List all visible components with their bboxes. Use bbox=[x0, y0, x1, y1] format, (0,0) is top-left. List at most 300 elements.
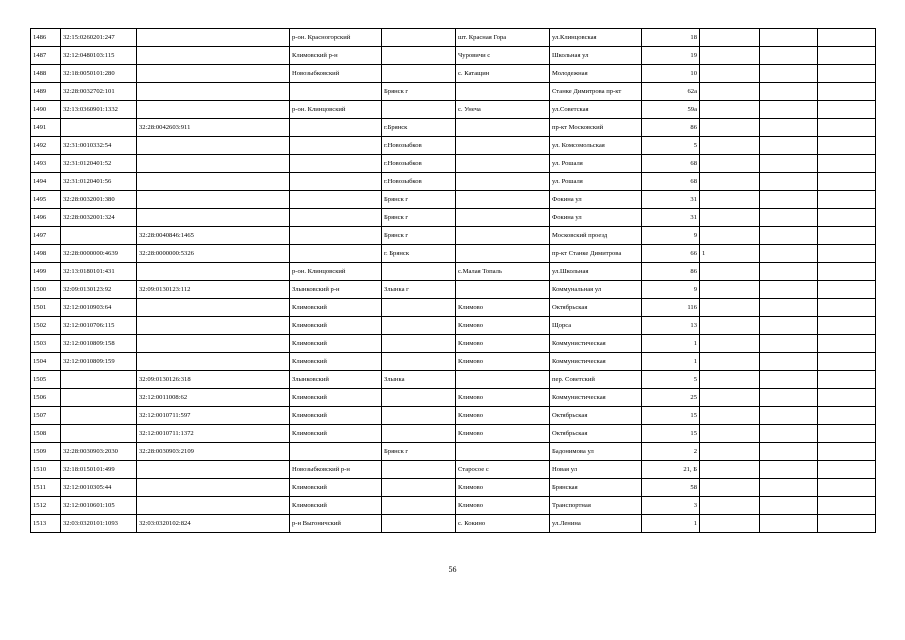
cell-district bbox=[290, 227, 382, 245]
cell-district: Климовский bbox=[290, 407, 382, 425]
cell-extra-1 bbox=[700, 83, 760, 101]
cell-city bbox=[382, 299, 456, 317]
cell-extra-1 bbox=[700, 425, 760, 443]
cell-house-number: 3 bbox=[642, 497, 700, 515]
cell-extra-1 bbox=[700, 515, 760, 533]
cell-cadastral-number-2: 32:28:0000000:5326 bbox=[137, 245, 290, 263]
cell-row-number: 1492 bbox=[31, 137, 61, 155]
cell-cadastral-number: 32:12:0010706:115 bbox=[61, 317, 137, 335]
cell-cadastral-number-2 bbox=[137, 29, 290, 47]
cell-district bbox=[290, 137, 382, 155]
cell-street: ул.Советская bbox=[550, 101, 642, 119]
cell-house-number: 2 bbox=[642, 443, 700, 461]
cell-district: Климовский bbox=[290, 389, 382, 407]
cell-settlement: Климово bbox=[456, 497, 550, 515]
cell-city: г.Брянск bbox=[382, 119, 456, 137]
cell-extra-2 bbox=[760, 101, 818, 119]
cell-extra-3 bbox=[818, 299, 876, 317]
table-row bbox=[31, 371, 876, 389]
table-row bbox=[31, 479, 876, 497]
cell-city bbox=[382, 335, 456, 353]
cell-cadastral-number: 32:12:0010305:44 bbox=[61, 479, 137, 497]
cell-extra-2 bbox=[760, 227, 818, 245]
cell-cadastral-number: 32:13:0360901:1332 bbox=[61, 101, 137, 119]
cell-cadastral-number-2 bbox=[137, 353, 290, 371]
cell-street: Фокина ул bbox=[550, 191, 642, 209]
cell-district: р-он. Клинцовский bbox=[290, 101, 382, 119]
cell-row-number: 1490 bbox=[31, 101, 61, 119]
cell-extra-1 bbox=[700, 191, 760, 209]
cell-extra-2 bbox=[760, 137, 818, 155]
cell-settlement bbox=[456, 281, 550, 299]
cell-settlement bbox=[456, 119, 550, 137]
cell-row-number: 1508 bbox=[31, 425, 61, 443]
cell-extra-1 bbox=[700, 443, 760, 461]
cell-house-number: 59а bbox=[642, 101, 700, 119]
cell-extra-3 bbox=[818, 209, 876, 227]
cell-settlement bbox=[456, 227, 550, 245]
cell-city: г. Брянск bbox=[382, 245, 456, 263]
cell-cadastral-number-2 bbox=[137, 263, 290, 281]
cell-district: р-н Выгоничский bbox=[290, 515, 382, 533]
cell-extra-1 bbox=[700, 29, 760, 47]
cell-extra-3 bbox=[818, 83, 876, 101]
cell-extra-3 bbox=[818, 407, 876, 425]
table-row bbox=[31, 137, 876, 155]
cell-extra-2 bbox=[760, 29, 818, 47]
cell-extra-2 bbox=[760, 119, 818, 137]
cell-settlement: Климово bbox=[456, 353, 550, 371]
cell-settlement bbox=[456, 245, 550, 263]
cell-district: р-он. Клинцовский bbox=[290, 263, 382, 281]
cell-extra-2 bbox=[760, 497, 818, 515]
cell-extra-1 bbox=[700, 281, 760, 299]
cell-city: Брянск г bbox=[382, 227, 456, 245]
cell-settlement bbox=[456, 371, 550, 389]
cell-settlement: Климово bbox=[456, 479, 550, 497]
cell-extra-1 bbox=[700, 461, 760, 479]
cell-cadastral-number-2: 32:28:0042603:911 bbox=[137, 119, 290, 137]
cell-cadastral-number bbox=[61, 227, 137, 245]
cell-settlement: с. Катащин bbox=[456, 65, 550, 83]
cell-extra-1 bbox=[700, 227, 760, 245]
table-row bbox=[31, 299, 876, 317]
cell-cadastral-number: 32:18:0050101:280 bbox=[61, 65, 137, 83]
cell-district: Климовский р-н bbox=[290, 47, 382, 65]
cell-extra-1 bbox=[700, 137, 760, 155]
cell-cadastral-number-2: 32:09:0130126:318 bbox=[137, 371, 290, 389]
cell-cadastral-number bbox=[61, 371, 137, 389]
table-row bbox=[31, 263, 876, 281]
cell-district bbox=[290, 245, 382, 263]
cell-extra-2 bbox=[760, 263, 818, 281]
cell-house-number: 1 bbox=[642, 335, 700, 353]
cell-house-number: 58 bbox=[642, 479, 700, 497]
table-row bbox=[31, 119, 876, 137]
cell-house-number: 15 bbox=[642, 425, 700, 443]
cell-extra-2 bbox=[760, 371, 818, 389]
cell-district: Климовский bbox=[290, 299, 382, 317]
cell-settlement bbox=[456, 209, 550, 227]
cell-street: Брянская bbox=[550, 479, 642, 497]
cell-extra-2 bbox=[760, 65, 818, 83]
cell-settlement: шт. Красная Гора bbox=[456, 29, 550, 47]
cell-cadastral-number-2 bbox=[137, 137, 290, 155]
cell-city bbox=[382, 425, 456, 443]
table-row bbox=[31, 227, 876, 245]
cell-cadastral-number-2 bbox=[137, 47, 290, 65]
cell-settlement: с. Кокино bbox=[456, 515, 550, 533]
cell-extra-2 bbox=[760, 479, 818, 497]
cell-row-number: 1491 bbox=[31, 119, 61, 137]
cell-house-number: 62а bbox=[642, 83, 700, 101]
cell-extra-1 bbox=[700, 101, 760, 119]
table-row bbox=[31, 461, 876, 479]
cell-street: ул. Рошаля bbox=[550, 155, 642, 173]
cell-cadastral-number bbox=[61, 425, 137, 443]
cell-city: г.Новозыбков bbox=[382, 155, 456, 173]
table-row bbox=[31, 47, 876, 65]
cell-street: Коммунальная ул bbox=[550, 281, 642, 299]
cell-cadastral-number: 32:31:0120401:52 bbox=[61, 155, 137, 173]
cell-cadastral-number: 32:12:0010903:64 bbox=[61, 299, 137, 317]
cell-extra-2 bbox=[760, 281, 818, 299]
registry-table bbox=[30, 28, 876, 533]
cell-row-number: 1500 bbox=[31, 281, 61, 299]
cell-extra-3 bbox=[818, 191, 876, 209]
cell-cadastral-number: 32:28:0000000:4639 bbox=[61, 245, 137, 263]
cell-house-number: 21, Б bbox=[642, 461, 700, 479]
cell-district bbox=[290, 119, 382, 137]
cell-row-number: 1512 bbox=[31, 497, 61, 515]
cell-district: Климовский bbox=[290, 353, 382, 371]
cell-row-number: 1498 bbox=[31, 245, 61, 263]
cell-cadastral-number: 32:15:0260201:247 bbox=[61, 29, 137, 47]
table-row bbox=[31, 155, 876, 173]
cell-house-number: 31 bbox=[642, 209, 700, 227]
cell-cadastral-number-2 bbox=[137, 155, 290, 173]
cell-house-number: 25 bbox=[642, 389, 700, 407]
cell-district: Климовский bbox=[290, 317, 382, 335]
cell-street: Щорса bbox=[550, 317, 642, 335]
cell-extra-1 bbox=[700, 317, 760, 335]
cell-extra-3 bbox=[818, 227, 876, 245]
cell-row-number: 1501 bbox=[31, 299, 61, 317]
cell-house-number: 10 bbox=[642, 65, 700, 83]
cell-city bbox=[382, 101, 456, 119]
cell-city bbox=[382, 515, 456, 533]
cell-city bbox=[382, 389, 456, 407]
cell-extra-1 bbox=[700, 155, 760, 173]
cell-settlement: Климово bbox=[456, 425, 550, 443]
table-row bbox=[31, 515, 876, 533]
cell-city: Брянск г bbox=[382, 443, 456, 461]
cell-settlement: с. Унеча bbox=[456, 101, 550, 119]
cell-extra-1 bbox=[700, 119, 760, 137]
cell-extra-1 bbox=[700, 353, 760, 371]
cell-cadastral-number-2 bbox=[137, 173, 290, 191]
cell-extra-1: 1 bbox=[700, 245, 760, 263]
cell-row-number: 1505 bbox=[31, 371, 61, 389]
cell-city bbox=[382, 29, 456, 47]
cell-extra-3 bbox=[818, 497, 876, 515]
cell-extra-1 bbox=[700, 263, 760, 281]
cell-extra-3 bbox=[818, 371, 876, 389]
cell-settlement: с.Малая Топаль bbox=[456, 263, 550, 281]
cell-extra-3 bbox=[818, 245, 876, 263]
cell-city bbox=[382, 317, 456, 335]
cell-cadastral-number: 32:28:0030903:2030 bbox=[61, 443, 137, 461]
table-row bbox=[31, 173, 876, 191]
cell-city bbox=[382, 497, 456, 515]
cell-cadastral-number-2: 32:03:0320102:824 bbox=[137, 515, 290, 533]
cell-extra-1 bbox=[700, 299, 760, 317]
cell-district bbox=[290, 155, 382, 173]
cell-house-number: 68 bbox=[642, 173, 700, 191]
cell-city bbox=[382, 479, 456, 497]
cell-cadastral-number-2 bbox=[137, 83, 290, 101]
cell-district: Новозыбковский р-н bbox=[290, 461, 382, 479]
cell-row-number: 1493 bbox=[31, 155, 61, 173]
cell-street: пр-кт Московский bbox=[550, 119, 642, 137]
cell-city bbox=[382, 461, 456, 479]
cell-extra-2 bbox=[760, 425, 818, 443]
cell-extra-2 bbox=[760, 317, 818, 335]
table-row bbox=[31, 83, 876, 101]
cell-extra-1 bbox=[700, 371, 760, 389]
cell-extra-3 bbox=[818, 119, 876, 137]
cell-extra-3 bbox=[818, 515, 876, 533]
cell-cadastral-number-2 bbox=[137, 317, 290, 335]
cell-city bbox=[382, 65, 456, 83]
cell-cadastral-number bbox=[61, 389, 137, 407]
cell-house-number: 5 bbox=[642, 371, 700, 389]
cell-street: Молодежная bbox=[550, 65, 642, 83]
cell-district: Новозыбковский bbox=[290, 65, 382, 83]
cell-row-number: 1489 bbox=[31, 83, 61, 101]
cell-extra-2 bbox=[760, 353, 818, 371]
cell-extra-1 bbox=[700, 209, 760, 227]
cell-settlement: Чуровичи с bbox=[456, 47, 550, 65]
cell-street: Транспортная bbox=[550, 497, 642, 515]
cell-house-number: 9 bbox=[642, 281, 700, 299]
cell-cadastral-number-2 bbox=[137, 497, 290, 515]
cell-street: Станке Димитрова пр-кт bbox=[550, 83, 642, 101]
cell-cadastral-number-2 bbox=[137, 479, 290, 497]
cell-extra-3 bbox=[818, 389, 876, 407]
cell-row-number: 1503 bbox=[31, 335, 61, 353]
cell-extra-1 bbox=[700, 335, 760, 353]
cell-house-number: 15 bbox=[642, 407, 700, 425]
cell-row-number: 1499 bbox=[31, 263, 61, 281]
cell-extra-3 bbox=[818, 317, 876, 335]
table-row bbox=[31, 389, 876, 407]
cell-cadastral-number-2: 32:28:0040846:1465 bbox=[137, 227, 290, 245]
cell-street: Коммунистическая bbox=[550, 353, 642, 371]
cell-extra-3 bbox=[818, 443, 876, 461]
table-row bbox=[31, 245, 876, 263]
cell-row-number: 1504 bbox=[31, 353, 61, 371]
cell-settlement bbox=[456, 83, 550, 101]
cell-extra-3 bbox=[818, 353, 876, 371]
cell-cadastral-number bbox=[61, 407, 137, 425]
cell-settlement: Климово bbox=[456, 317, 550, 335]
cell-cadastral-number-2 bbox=[137, 191, 290, 209]
table-row bbox=[31, 209, 876, 227]
cell-cadastral-number-2 bbox=[137, 65, 290, 83]
cell-settlement: Климово bbox=[456, 299, 550, 317]
cell-cadastral-number-2 bbox=[137, 461, 290, 479]
page-number: 56 bbox=[448, 565, 457, 574]
cell-house-number: 18 bbox=[642, 29, 700, 47]
table-row bbox=[31, 353, 876, 371]
cell-settlement: Климово bbox=[456, 407, 550, 425]
cell-extra-1 bbox=[700, 65, 760, 83]
cell-street: ул.Клинцовская bbox=[550, 29, 642, 47]
cell-city: Злынка bbox=[382, 371, 456, 389]
cell-street: ул. Рошаля bbox=[550, 173, 642, 191]
table-row bbox=[31, 65, 876, 83]
cell-settlement: Старосое с bbox=[456, 461, 550, 479]
cell-settlement bbox=[456, 173, 550, 191]
cell-extra-2 bbox=[760, 407, 818, 425]
cell-district bbox=[290, 173, 382, 191]
table-row bbox=[31, 101, 876, 119]
cell-extra-2 bbox=[760, 389, 818, 407]
cell-city: Брянск г bbox=[382, 209, 456, 227]
cell-district: р-он. Красногорский bbox=[290, 29, 382, 47]
cell-extra-3 bbox=[818, 263, 876, 281]
table-body bbox=[31, 29, 876, 533]
cell-extra-2 bbox=[760, 443, 818, 461]
cell-district: Климовский bbox=[290, 479, 382, 497]
cell-extra-2 bbox=[760, 47, 818, 65]
cell-row-number: 1497 bbox=[31, 227, 61, 245]
cell-street: Октябрьская bbox=[550, 425, 642, 443]
cell-row-number: 1502 bbox=[31, 317, 61, 335]
table-row bbox=[31, 335, 876, 353]
cell-extra-2 bbox=[760, 173, 818, 191]
cell-house-number: 1 bbox=[642, 353, 700, 371]
cell-city bbox=[382, 407, 456, 425]
table-row bbox=[31, 443, 876, 461]
cell-extra-1 bbox=[700, 407, 760, 425]
cell-cadastral-number bbox=[61, 119, 137, 137]
cell-row-number: 1495 bbox=[31, 191, 61, 209]
cell-street: ул.Школьная bbox=[550, 263, 642, 281]
cell-cadastral-number-2: 32:12:0011008:62 bbox=[137, 389, 290, 407]
cell-cadastral-number: 32:12:0010601:105 bbox=[61, 497, 137, 515]
cell-house-number: 19 bbox=[642, 47, 700, 65]
cell-cadastral-number-2: 32:12:0010711:1372 bbox=[137, 425, 290, 443]
cell-row-number: 1486 bbox=[31, 29, 61, 47]
cell-cadastral-number-2: 32:28:0030903:2109 bbox=[137, 443, 290, 461]
cell-district: Злынковский bbox=[290, 371, 382, 389]
cell-cadastral-number-2 bbox=[137, 101, 290, 119]
cell-house-number: 13 bbox=[642, 317, 700, 335]
cell-cadastral-number: 32:12:0010809:158 bbox=[61, 335, 137, 353]
cell-city bbox=[382, 353, 456, 371]
cell-extra-3 bbox=[818, 335, 876, 353]
cell-extra-1 bbox=[700, 173, 760, 191]
cell-row-number: 1496 bbox=[31, 209, 61, 227]
cell-extra-3 bbox=[818, 479, 876, 497]
cell-house-number: 1 bbox=[642, 515, 700, 533]
table-row bbox=[31, 281, 876, 299]
cell-cadastral-number: 32:13:0180101:431 bbox=[61, 263, 137, 281]
cell-cadastral-number: 32:18:0150101:499 bbox=[61, 461, 137, 479]
cell-extra-1 bbox=[700, 47, 760, 65]
cell-settlement: Климово bbox=[456, 335, 550, 353]
cell-settlement bbox=[456, 137, 550, 155]
cell-extra-2 bbox=[760, 335, 818, 353]
cell-cadastral-number-2: 32:09:0130123:112 bbox=[137, 281, 290, 299]
table-row bbox=[31, 317, 876, 335]
cell-extra-2 bbox=[760, 155, 818, 173]
cell-street: Бадонимова ул bbox=[550, 443, 642, 461]
cell-extra-1 bbox=[700, 497, 760, 515]
cell-cadastral-number-2 bbox=[137, 299, 290, 317]
cell-row-number: 1507 bbox=[31, 407, 61, 425]
cell-cadastral-number-2: 32:12:0010711:597 bbox=[137, 407, 290, 425]
cell-row-number: 1511 bbox=[31, 479, 61, 497]
cell-house-number: 116 bbox=[642, 299, 700, 317]
table-row bbox=[31, 29, 876, 47]
cell-extra-3 bbox=[818, 425, 876, 443]
cell-district: Климовский bbox=[290, 425, 382, 443]
cell-settlement: Климово bbox=[456, 389, 550, 407]
cell-cadastral-number: 32:12:0010809:159 bbox=[61, 353, 137, 371]
cell-house-number: 68 bbox=[642, 155, 700, 173]
cell-street: Коммунистическая bbox=[550, 335, 642, 353]
cell-district bbox=[290, 443, 382, 461]
cell-district: Злынковский р-н bbox=[290, 281, 382, 299]
cell-extra-3 bbox=[818, 281, 876, 299]
cell-city: Брянск г bbox=[382, 83, 456, 101]
cell-house-number: 86 bbox=[642, 263, 700, 281]
cell-house-number: 31 bbox=[642, 191, 700, 209]
cell-house-number: 5 bbox=[642, 137, 700, 155]
cell-extra-3 bbox=[818, 47, 876, 65]
cell-extra-2 bbox=[760, 191, 818, 209]
cell-street: пр-кт Станке Димитрова bbox=[550, 245, 642, 263]
cell-extra-3 bbox=[818, 101, 876, 119]
cell-cadastral-number-2 bbox=[137, 209, 290, 227]
cell-house-number: 66 bbox=[642, 245, 700, 263]
cell-house-number: 86 bbox=[642, 119, 700, 137]
cell-settlement bbox=[456, 191, 550, 209]
cell-city: г.Новозыбков bbox=[382, 173, 456, 191]
cell-cadastral-number: 32:12:0480103:115 bbox=[61, 47, 137, 65]
cell-cadastral-number: 32:31:0010332:54 bbox=[61, 137, 137, 155]
cell-row-number: 1488 bbox=[31, 65, 61, 83]
cell-row-number: 1509 bbox=[31, 443, 61, 461]
cell-extra-2 bbox=[760, 515, 818, 533]
cell-cadastral-number: 32:28:0032001:380 bbox=[61, 191, 137, 209]
cell-extra-2 bbox=[760, 83, 818, 101]
cell-district: Климовский bbox=[290, 335, 382, 353]
table-row bbox=[31, 425, 876, 443]
cell-city bbox=[382, 263, 456, 281]
cell-extra-1 bbox=[700, 389, 760, 407]
cell-row-number: 1487 bbox=[31, 47, 61, 65]
table-row bbox=[31, 497, 876, 515]
cell-extra-3 bbox=[818, 29, 876, 47]
cell-street: ул.Ленина bbox=[550, 515, 642, 533]
cell-row-number: 1494 bbox=[31, 173, 61, 191]
cell-street: Школьная ул bbox=[550, 47, 642, 65]
cell-extra-3 bbox=[818, 137, 876, 155]
